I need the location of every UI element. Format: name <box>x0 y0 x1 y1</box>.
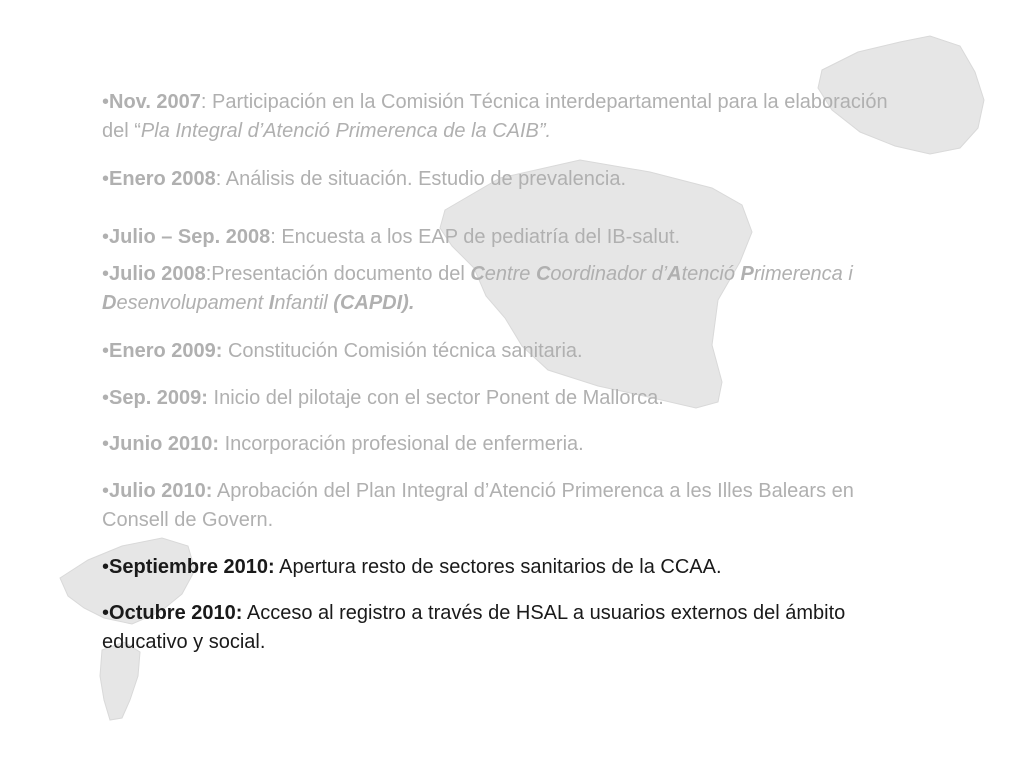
timeline-item-enero-2009: •Enero 2009: Constitución Comisión técnica sanitaria. <box>102 340 583 362</box>
timeline-item-sep-2009: •Sep. 2009: Inicio del pilotaje con el sector Ponent de Mallorca. <box>102 387 664 409</box>
timeline-item-julio-2010: •Julio 2010: Aprobación del Plan Integral d’Atenció Primerenca a les Illes Balears en Consell de Govern. <box>102 480 854 531</box>
timeline-item-julio-2008: •Julio 2008:Presentación documento del Centre Coordinador d’Atenció Primerenca i Desenvolupament Infantil (CAPDI). <box>102 263 853 314</box>
timeline-item-septiembre-2010: •Septiembre 2010: Apertura resto de sectores sanitarios de la CCAA. <box>102 556 722 578</box>
timeline-item-enero-2008: •Enero 2008: Análisis de situación. Estudio de prevalencia. <box>102 168 626 190</box>
timeline-item-octubre-2010: •Octubre 2010: Acceso al registro a través de HSAL a usuarios externos del ámbito educativo y social. <box>102 602 846 653</box>
timeline-item-nov-2007: •Nov. 2007: Participación en la Comisión Técnica interdepartamental para la elaboración del “Pla Integral d’Atenció Primerenca de la CAIB”. <box>102 91 888 142</box>
timeline-item-junio-2010: •Junio 2010: Incorporación profesional de enfermeria. <box>102 433 584 455</box>
timeline-item-julio-sep-2008: •Julio – Sep. 2008: Encuesta a los EAP de pediatría del IB-salut. <box>102 226 681 248</box>
